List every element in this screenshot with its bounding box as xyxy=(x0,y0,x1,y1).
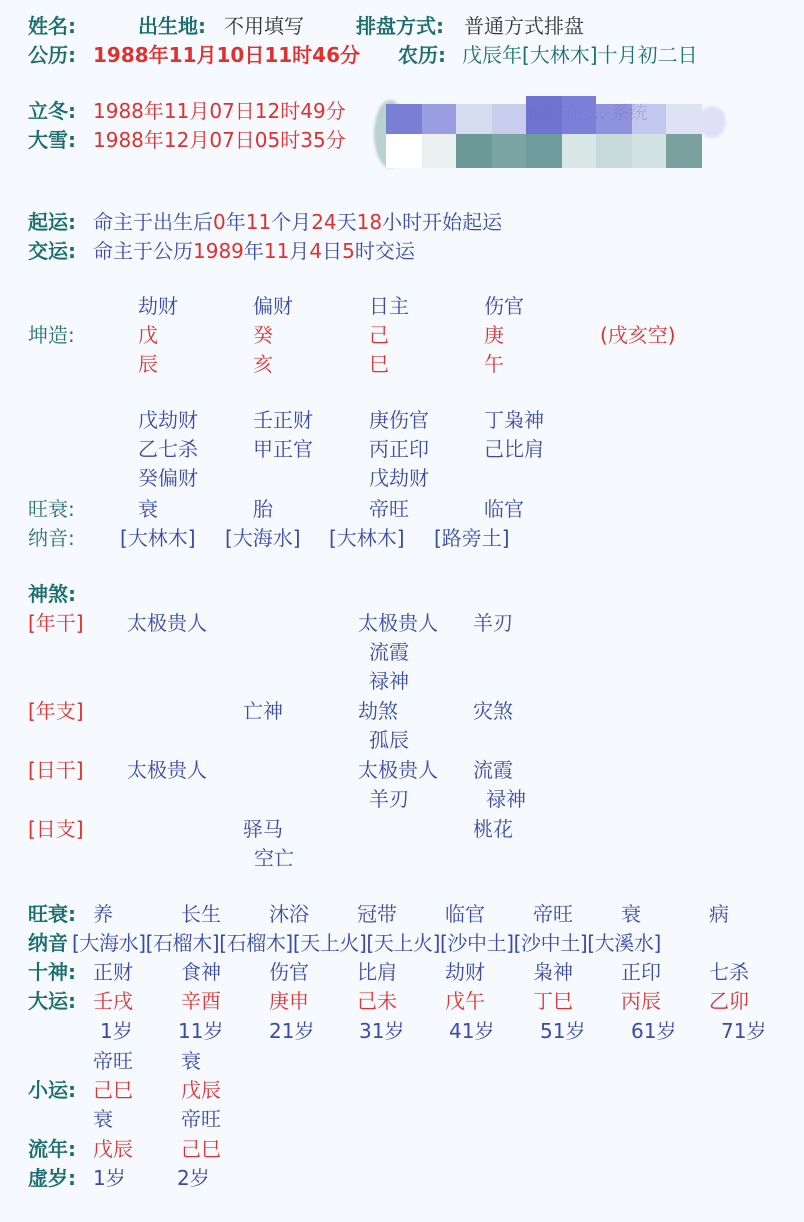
shensha-ng-4: 流霞 xyxy=(369,640,409,664)
dayun-nayin-list: [大海水][石榴木][石榴木][天上火][天上火][沙中土][沙中土][大溪水] xyxy=(72,931,661,955)
dayun-1: 壬戌 xyxy=(93,989,133,1013)
dayun-2: 辛酉 xyxy=(181,989,221,1013)
dayun-ws-2: 长生 xyxy=(181,902,221,926)
xiaoyun-ws-2: 帝旺 xyxy=(181,1107,221,1131)
qiyun-sentence: 命主于出生后0年11个月24天18小时开始起运 xyxy=(93,210,503,234)
xusui-1: 1岁 xyxy=(93,1166,126,1190)
nian-zhi-label: [年支] xyxy=(28,699,84,723)
blurred-text: 命宫在 … 系统 xyxy=(528,103,648,124)
dayun-ws-1: 养 xyxy=(93,902,113,926)
xiaoyun-2: 戊辰 xyxy=(181,1078,221,1102)
tengod-hour: 伤官 xyxy=(484,294,524,318)
name-label: 姓名: xyxy=(28,14,76,38)
birthplace-value: 不用填写 xyxy=(224,14,304,38)
method-value: 普通方式排盘 xyxy=(464,14,584,38)
shensha-ng-3: 羊刃 xyxy=(473,611,513,635)
dayun-ws-6: 帝旺 xyxy=(533,902,573,926)
nayin-label: 纳音: xyxy=(28,526,75,550)
shensha-rg-2: 太极贵人 xyxy=(358,758,438,782)
nayin-month: [大海水] xyxy=(225,526,301,550)
extra-ws-1: 帝旺 xyxy=(93,1049,133,1073)
daxue-value: 1988年12月07日05时35分 xyxy=(93,128,346,152)
shensha-rg-4: 羊刃 xyxy=(369,787,409,811)
nayin-day: [大林木] xyxy=(329,526,405,550)
xiaoyun-1: 己巳 xyxy=(93,1078,133,1102)
wangshuai-label: 旺衰: xyxy=(28,497,75,521)
hidden-day-2: 丙正印 xyxy=(369,437,429,461)
nian-gan-label: [年干] xyxy=(28,611,84,635)
shishen-6: 枭神 xyxy=(533,960,573,984)
stem-hour: 庚 xyxy=(484,323,504,347)
shishen-1: 正财 xyxy=(93,960,133,984)
birthplace-label: 出生地: xyxy=(138,14,206,38)
shishen-7: 正印 xyxy=(621,960,661,984)
wangshuai-hour: 临官 xyxy=(484,497,524,521)
xusui-2: 2岁 xyxy=(177,1166,210,1190)
xiaoyun-ws-1: 衰 xyxy=(93,1107,113,1131)
dayun-6: 丁巳 xyxy=(533,989,573,1013)
hidden-day-3: 戊劫财 xyxy=(369,466,429,490)
hidden-month-1: 壬正财 xyxy=(253,408,313,432)
age-5: 41岁 xyxy=(449,1019,495,1043)
shensha-rz-2: 桃花 xyxy=(473,817,513,841)
daxue-label: 大雪: xyxy=(28,128,76,152)
dayun-ws-label: 旺衰: xyxy=(28,902,76,926)
shensha-nz-1: 亡神 xyxy=(243,699,283,723)
wangshuai-day: 帝旺 xyxy=(369,497,409,521)
blurred-region xyxy=(372,96,728,172)
shishen-8: 七杀 xyxy=(709,960,749,984)
dayun-label: 大运: xyxy=(28,989,76,1013)
dayun-5: 戊午 xyxy=(445,989,485,1013)
age-8: 71岁 xyxy=(721,1019,767,1043)
dayun-ws-8: 病 xyxy=(709,902,729,926)
dayun-7: 丙辰 xyxy=(621,989,661,1013)
tengod-month: 偏财 xyxy=(253,294,293,318)
hidden-year-2: 乙七杀 xyxy=(138,437,198,461)
hidden-year-1: 戊劫财 xyxy=(138,408,198,432)
hidden-year-3: 癸偏财 xyxy=(138,466,198,490)
hidden-month-2: 甲正官 xyxy=(253,437,313,461)
liunian-label: 流年: xyxy=(28,1137,76,1161)
shensha-nz-3: 灾煞 xyxy=(473,699,513,723)
stem-month: 癸 xyxy=(253,323,273,347)
lidong-value: 1988年11月07日12时49分 xyxy=(93,99,346,123)
shensha-rg-5: 禄神 xyxy=(486,787,526,811)
shensha-nz-2: 劫煞 xyxy=(358,699,398,723)
dayun-3: 庚申 xyxy=(269,989,309,1013)
shensha-rg-3: 流霞 xyxy=(473,758,513,782)
hidden-hour-1: 丁枭神 xyxy=(484,408,544,432)
dayun-4: 己未 xyxy=(357,989,397,1013)
dayun-8: 乙卯 xyxy=(709,989,749,1013)
stem-day: 己 xyxy=(369,323,389,347)
shishen-2: 食神 xyxy=(181,960,221,984)
liunian-1: 戊辰 xyxy=(93,1137,133,1161)
dayun-ws-5: 临官 xyxy=(445,902,485,926)
shishen-label: 十神: xyxy=(28,960,76,984)
extra-ws-2: 衰 xyxy=(181,1049,201,1073)
xusui-label: 虚岁: xyxy=(28,1166,76,1190)
hidden-day-1: 庚伤官 xyxy=(369,408,429,432)
ri-gan-label: [日干] xyxy=(28,758,84,782)
age-6: 51岁 xyxy=(540,1019,586,1043)
xiaoyun-label: 小运: xyxy=(28,1078,76,1102)
dayun-nayin-label: 纳音 xyxy=(28,931,68,955)
tengod-year: 劫财 xyxy=(138,294,178,318)
lunar-value: 戊辰年[大林木]十月初二日 xyxy=(462,43,698,67)
shishen-3: 伤官 xyxy=(269,960,309,984)
nayin-hour: [路旁土] xyxy=(434,526,510,550)
age-2: 11岁 xyxy=(178,1019,224,1043)
kong-value: (戌亥空) xyxy=(600,323,676,347)
liunian-2: 己巳 xyxy=(181,1137,221,1161)
hidden-hour-2: 己比肩 xyxy=(484,437,544,461)
qiyun-label: 起运: xyxy=(28,210,76,234)
age-3: 21岁 xyxy=(269,1019,315,1043)
branch-day: 巳 xyxy=(369,352,389,376)
method-label: 排盘方式: xyxy=(356,14,444,38)
shensha-ng-2: 太极贵人 xyxy=(358,611,438,635)
shensha-rg-1: 太极贵人 xyxy=(127,758,207,782)
shensha-ng-5: 禄神 xyxy=(369,669,409,693)
ri-zhi-label: [日支] xyxy=(28,817,84,841)
jiaoyun-label: 交运: xyxy=(28,239,76,263)
jiaoyun-sentence: 命主于公历1989年11月4日5时交运 xyxy=(93,239,415,263)
solar-label: 公历: xyxy=(28,43,76,67)
lunar-label: 农历: xyxy=(398,43,446,67)
age-1: 1岁 xyxy=(100,1019,133,1043)
solar-value: 1988年11月10日11时46分 xyxy=(93,43,360,67)
branch-hour: 午 xyxy=(484,352,504,376)
tengod-day: 日主 xyxy=(369,294,409,318)
lidong-label: 立冬: xyxy=(28,99,76,123)
shensha-nz-4: 孤辰 xyxy=(369,728,409,752)
dayun-ws-3: 沐浴 xyxy=(269,902,309,926)
wangshuai-year: 衰 xyxy=(138,497,158,521)
branch-year: 辰 xyxy=(138,352,158,376)
shishen-5: 劫财 xyxy=(445,960,485,984)
shishen-4: 比肩 xyxy=(357,960,397,984)
dayun-ws-4: 冠带 xyxy=(357,902,397,926)
branch-month: 亥 xyxy=(253,352,273,376)
wangshuai-month: 胎 xyxy=(253,497,273,521)
shensha-ng-1: 太极贵人 xyxy=(127,611,207,635)
stem-year: 戊 xyxy=(138,323,158,347)
age-7: 61岁 xyxy=(631,1019,677,1043)
shensha-rz-3: 空亡 xyxy=(254,846,294,870)
gender-label: 坤造: xyxy=(28,323,75,347)
shensha-title: 神煞: xyxy=(28,582,76,606)
dayun-ws-7: 衰 xyxy=(621,902,641,926)
nayin-year: [大林木] xyxy=(120,526,196,550)
age-4: 31岁 xyxy=(359,1019,405,1043)
shensha-rz-1: 驿马 xyxy=(243,817,283,841)
